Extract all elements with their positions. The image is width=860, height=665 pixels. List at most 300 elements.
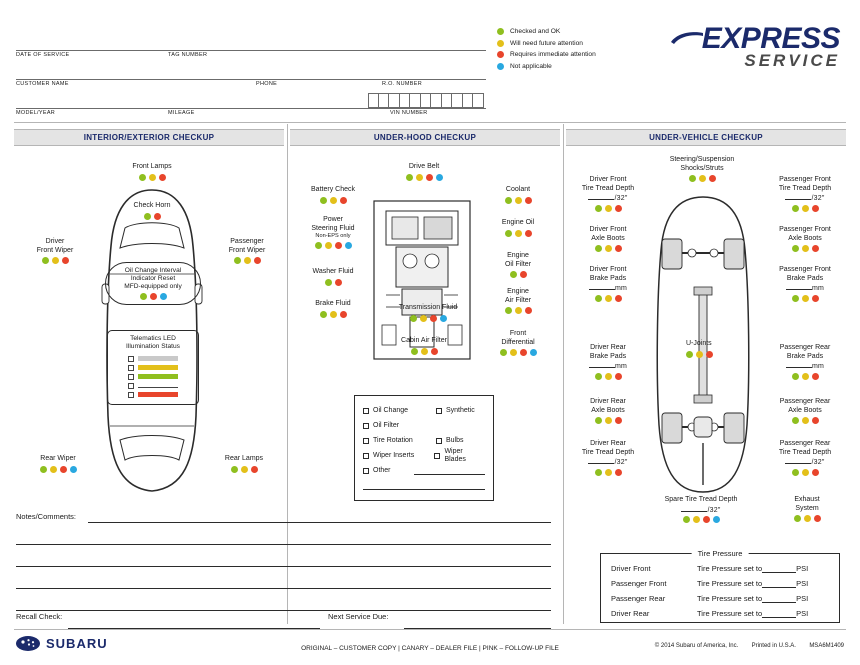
dot-red[interactable] [159, 174, 166, 181]
telematics-checkbox[interactable] [128, 383, 134, 389]
dot-red[interactable] [812, 205, 819, 212]
tire-pressure-unit: PSI [796, 579, 809, 588]
rear-wiper-item[interactable] [22, 455, 94, 473]
dot-green[interactable] [792, 373, 799, 380]
driver-front-axle-dots[interactable] [570, 245, 646, 252]
measure-blank[interactable] [786, 283, 812, 290]
telematics-label-1: Telematics LED [130, 335, 176, 342]
driver-front-brake-pads-item[interactable] [570, 266, 646, 302]
dot-yellow[interactable] [605, 373, 612, 380]
dot-blue[interactable] [345, 242, 352, 249]
dot-red[interactable] [615, 245, 622, 252]
telematics-status-rows[interactable] [112, 354, 194, 399]
passenger-rear-tread-dots[interactable] [762, 469, 848, 476]
dot-blue[interactable] [436, 174, 443, 181]
dot-green[interactable] [792, 205, 799, 212]
dot-red[interactable] [254, 257, 261, 264]
dot-yellow[interactable] [605, 295, 612, 302]
other-write-in-line[interactable] [414, 467, 485, 475]
transmission-fluid-item[interactable] [380, 304, 476, 322]
dot-red[interactable] [525, 197, 532, 204]
dot-yellow[interactable] [699, 175, 706, 182]
exhaust-label-1: Exhaust [794, 496, 820, 503]
dot-red[interactable] [812, 417, 819, 424]
oil-change-label-1: Oil Change Interval [124, 267, 182, 274]
telematics-row-3[interactable] [112, 372, 194, 381]
dot-yellow[interactable] [330, 197, 337, 204]
label-model-year: MODEL/YEAR [16, 110, 58, 117]
dot-red[interactable] [520, 271, 527, 278]
passenger-rear-tread-item[interactable] [762, 440, 848, 476]
column-header-undervehicle: UNDER-VEHICLE CHECKUP [566, 129, 846, 146]
dot-red[interactable] [615, 469, 622, 476]
driver-rear-brake-measure[interactable] [570, 361, 646, 372]
dot-green[interactable] [595, 245, 602, 252]
dot-red[interactable] [615, 295, 622, 302]
passenger-rear-axle-dots[interactable] [762, 417, 848, 424]
dot-red[interactable] [615, 205, 622, 212]
battery-check-dots[interactable] [293, 197, 373, 204]
other-write-in-line-2[interactable] [363, 482, 485, 490]
dot-red[interactable] [814, 515, 821, 522]
dot-green[interactable] [505, 197, 512, 204]
passenger-front-axle-dots[interactable] [762, 245, 848, 252]
front-differential-item[interactable] [482, 330, 554, 356]
battery-check-label: Battery Check [311, 186, 355, 193]
measure-blank[interactable] [785, 193, 811, 200]
tire-pressure-unit: PSI [796, 609, 809, 618]
passenger-rear-brake-measure[interactable] [762, 361, 848, 372]
front-differential-dots[interactable] [482, 349, 554, 356]
tire-pressure-value-blank[interactable] [762, 595, 796, 603]
passenger-front-brake-pads-item[interactable] [762, 266, 848, 302]
column-header-underhood: UNDER-HOOD CHECKUP [290, 129, 560, 146]
measure-blank[interactable] [589, 283, 615, 290]
driver-front-brake-label-1: Driver Front [589, 266, 627, 273]
footer-printed: Printed in U.S.A. [751, 643, 796, 649]
dot-yellow[interactable] [50, 466, 57, 473]
front-differential-label-2: Differential [501, 338, 535, 346]
label-ro-number: R.O. NUMBER [382, 81, 425, 88]
driver-rear-axle-label-1: Driver Rear [590, 398, 626, 405]
measure-blank[interactable] [588, 457, 614, 464]
engine-air-filter-label-2: Air Filter [504, 296, 532, 304]
legend-label-future: Will need future attention [510, 39, 583, 47]
passenger-front-brake-label-1: Passenger Front [779, 266, 831, 273]
checkbox-bulbs[interactable] [436, 438, 442, 444]
spare-tread-measure[interactable] [636, 505, 766, 516]
washer-fluid-dots[interactable] [293, 279, 373, 286]
driver-rear-axle-boots-item[interactable] [570, 398, 646, 424]
driver-front-wiper-dots[interactable] [24, 257, 86, 264]
dot-green[interactable] [139, 174, 146, 181]
dot-yellow[interactable] [330, 311, 337, 318]
steering-label-1: Steering/Suspension [669, 156, 735, 163]
dot-green[interactable] [231, 466, 238, 473]
notes-line-5[interactable] [16, 610, 551, 611]
spare-tread-dots[interactable] [636, 516, 766, 523]
dot-red[interactable] [60, 466, 67, 473]
driver-rear-axle-dots[interactable] [570, 417, 646, 424]
telematics-checkbox[interactable] [128, 392, 134, 398]
drive-belt-item[interactable] [384, 163, 464, 181]
rear-lamps-dots[interactable] [208, 466, 280, 473]
dot-red[interactable] [430, 315, 437, 322]
dot-yellow[interactable] [241, 466, 248, 473]
driver-front-tread-item[interactable] [570, 176, 646, 212]
dot-green[interactable] [40, 466, 47, 473]
passenger-rear-brake-dots[interactable] [762, 373, 848, 380]
dot-yellow[interactable] [696, 351, 703, 358]
footer-copyright: © 2014 Subaru of America, Inc. [654, 643, 739, 649]
telematics-bar-yellow [138, 365, 178, 370]
dot-red[interactable] [709, 175, 716, 182]
dot-green[interactable] [320, 311, 327, 318]
dot-red[interactable] [62, 257, 69, 264]
tire-pressure-value-blank[interactable] [762, 580, 796, 588]
field-underline [16, 50, 486, 51]
dot-green[interactable] [325, 279, 332, 286]
check-horn-item[interactable] [110, 202, 194, 220]
dot-red[interactable] [150, 293, 157, 300]
tire-pressure-row[interactable] [601, 606, 839, 621]
notes-label: Notes/Comments: [16, 512, 77, 521]
dot-yellow[interactable] [52, 257, 59, 264]
passenger-rear-axle-label-2: Axle Boots [788, 406, 822, 414]
measure-blank[interactable] [785, 457, 811, 464]
checkbox-label-wiper-inserts: Wiper Inserts [373, 451, 415, 459]
dot-blue[interactable] [70, 466, 77, 473]
notes-line-4[interactable] [16, 588, 551, 589]
dot-yellow[interactable] [802, 373, 809, 380]
passenger-front-wiper-dots[interactable] [212, 257, 282, 264]
driver-front-wiper-item[interactable] [24, 238, 86, 264]
driver-front-tread-dots[interactable] [570, 205, 646, 212]
dot-yellow[interactable] [693, 516, 700, 523]
oil-change-interval-item[interactable] [105, 262, 201, 305]
u-joints-label: U-Joints [686, 340, 712, 347]
steering-suspension-item[interactable] [645, 156, 759, 182]
checkbox-synthetic[interactable] [436, 408, 442, 414]
dot-green[interactable] [315, 242, 322, 249]
dot-green[interactable] [406, 174, 413, 181]
telematics-row-4[interactable] [112, 381, 194, 390]
measure-blank[interactable] [589, 361, 615, 368]
dot-yellow[interactable] [605, 245, 612, 252]
dot-yellow[interactable] [421, 348, 428, 355]
dot-green[interactable] [320, 197, 327, 204]
checkbox-oil-filter[interactable] [363, 423, 369, 429]
driver-front-tread-measure[interactable] [570, 193, 646, 204]
dot-blue[interactable] [440, 315, 447, 322]
tread-unit: /32" [707, 506, 721, 514]
cabin-air-filter-item[interactable] [380, 337, 468, 355]
dot-yellow[interactable] [420, 315, 427, 322]
dot-green[interactable] [792, 469, 799, 476]
dot-red[interactable] [251, 466, 258, 473]
dot-red[interactable] [335, 279, 342, 286]
engine-oil-label: Engine Oil [501, 219, 535, 226]
checkbox-row-oil-filter[interactable] [363, 418, 485, 433]
dot-yellow[interactable] [325, 242, 332, 249]
tire-pressure-row[interactable] [601, 561, 839, 576]
drive-belt-label: Drive Belt [408, 163, 440, 170]
engine-oil-filter-dots[interactable] [482, 271, 554, 278]
checkbox-label-oil-filter: Oil Filter [373, 421, 400, 429]
driver-rear-tread-dots[interactable] [570, 469, 646, 476]
dot-yellow[interactable] [802, 245, 809, 252]
cabin-air-filter-label: Cabin Air Filter [401, 337, 447, 344]
u-joints-dots[interactable] [686, 351, 746, 358]
tire-pressure-text: Tire Pressure set to [697, 594, 763, 603]
oil-change-dots[interactable] [109, 293, 197, 300]
label-customer-name: CUSTOMER NAME [16, 81, 72, 88]
dot-yellow[interactable] [605, 469, 612, 476]
passenger-front-tread-dots[interactable] [762, 205, 848, 212]
dot-red[interactable] [812, 373, 819, 380]
engine-air-filter-dots[interactable] [482, 307, 554, 314]
dot-red[interactable] [525, 307, 532, 314]
dot-yellow[interactable] [244, 257, 251, 264]
dot-red[interactable] [812, 469, 819, 476]
dot-red[interactable] [335, 242, 342, 249]
dot-green[interactable] [140, 293, 147, 300]
passenger-front-wiper-label-2: Front Wiper [228, 246, 266, 254]
passenger-front-axle-boots-item[interactable] [762, 226, 848, 252]
driver-rear-tread-label-2: Tire Tread Depth [581, 448, 635, 456]
driver-front-brake-measure[interactable] [570, 283, 646, 294]
dot-yellow[interactable] [416, 174, 423, 181]
washer-fluid-item[interactable] [293, 268, 373, 286]
driver-front-axle-boots-item[interactable] [570, 226, 646, 252]
measure-blank[interactable] [681, 505, 707, 512]
tire-pressure-position: Passenger Rear [611, 594, 666, 603]
checkbox-label-wiper-blades: Wiper Blades [444, 447, 466, 463]
dot-red[interactable] [340, 197, 347, 204]
dot-yellow[interactable] [510, 349, 517, 356]
dot-green[interactable] [234, 257, 241, 264]
checkbox-row-other[interactable] [363, 463, 485, 478]
dot-red[interactable] [426, 174, 433, 181]
u-joints-item[interactable] [686, 340, 746, 358]
tire-pressure-row[interactable] [601, 591, 839, 606]
checkbox-wiper-blades[interactable] [434, 453, 440, 459]
cabin-air-filter-dots[interactable] [380, 348, 468, 355]
telematics-checkbox[interactable] [128, 374, 134, 380]
rear-wiper-label: Rear Wiper [40, 455, 76, 462]
rear-lamps-label: Rear Lamps [224, 455, 264, 462]
spare-tire-tread-item[interactable] [636, 496, 766, 523]
dot-yellow[interactable] [802, 205, 809, 212]
engine-air-filter-item[interactable] [482, 288, 554, 314]
next-service-blank[interactable] [404, 620, 551, 629]
dot-green[interactable] [595, 417, 602, 424]
dot-blue[interactable] [530, 349, 537, 356]
telematics-bar-red [138, 392, 178, 397]
front-lamps-dots[interactable] [104, 174, 200, 181]
checkbox-tire-rotation[interactable] [363, 438, 369, 444]
telematics-checkbox[interactable] [128, 356, 134, 362]
measure-blank[interactable] [786, 361, 812, 368]
front-differential-label-1: Front [509, 330, 527, 337]
recall-check-label: Recall Check: [16, 612, 63, 621]
dot-yellow[interactable] [802, 417, 809, 424]
notes-line-2[interactable] [16, 544, 551, 545]
driver-rear-brake-label-2: Brake Pads [589, 352, 627, 360]
dot-green[interactable] [505, 307, 512, 314]
spare-tread-label: Spare Tire Tread Depth [664, 496, 738, 503]
exhaust-dots[interactable] [772, 515, 842, 522]
dot-green[interactable] [410, 315, 417, 322]
driver-rear-tread-item[interactable] [570, 440, 646, 476]
legend-label-na: Not applicable [510, 62, 552, 70]
steering-dots[interactable] [645, 175, 759, 182]
tire-pressure-panel[interactable] [600, 549, 840, 623]
notes-line-1[interactable] [88, 522, 551, 523]
coolant-item[interactable] [482, 186, 554, 204]
brake-fluid-item[interactable] [293, 300, 373, 318]
dot-green[interactable] [595, 205, 602, 212]
checkbox-row-wiper-inserts[interactable] [363, 448, 485, 463]
dot-yellow[interactable] [515, 307, 522, 314]
dot-yellow[interactable] [802, 469, 809, 476]
tire-pressure-value-blank[interactable] [762, 565, 796, 573]
checkbox-oil-change[interactable] [363, 408, 369, 414]
passenger-front-axle-label-1: Passenger Front [779, 226, 831, 233]
field-row-2 [16, 59, 486, 88]
checkbox-label-synthetic: Synthetic [446, 406, 475, 414]
dot-red[interactable] [703, 516, 710, 523]
telematics-checkbox[interactable] [128, 365, 134, 371]
dot-green[interactable] [42, 257, 49, 264]
dot-red[interactable] [340, 311, 347, 318]
exhaust-system-item[interactable] [772, 496, 842, 522]
checkbox-row-other-extra[interactable] [363, 478, 485, 493]
dot-red[interactable] [615, 373, 622, 380]
telematics-row-1[interactable] [112, 354, 194, 363]
dot-yellow[interactable] [515, 197, 522, 204]
steering-label-2: Shocks/Struts [680, 164, 724, 172]
passenger-front-tread-measure[interactable] [762, 193, 848, 204]
dot-green[interactable] [595, 295, 602, 302]
dot-green[interactable] [144, 213, 151, 220]
dot-red[interactable] [812, 295, 819, 302]
passenger-rear-brake-pads-item[interactable] [762, 344, 848, 380]
dot-green[interactable] [505, 230, 512, 237]
checkbox-row-tire-rotation[interactable] [363, 433, 485, 448]
dot-red[interactable] [615, 417, 622, 424]
rear-wiper-dots[interactable] [22, 466, 94, 473]
checkbox-wiper-inserts[interactable] [363, 453, 369, 459]
check-horn-dots[interactable] [110, 213, 194, 220]
dot-yellow[interactable] [149, 174, 156, 181]
dot-yellow[interactable] [802, 295, 809, 302]
dot-green[interactable] [794, 515, 801, 522]
dot-yellow[interactable] [515, 230, 522, 237]
label-mileage: MILEAGE [168, 110, 198, 117]
coolant-dots[interactable] [482, 197, 554, 204]
passenger-rear-brake-label-1: Passenger Rear [779, 344, 831, 351]
driver-rear-brake-dots[interactable] [570, 373, 646, 380]
dot-green[interactable] [595, 373, 602, 380]
power-steering-dots[interactable] [295, 242, 371, 249]
telematics-led-item[interactable] [107, 330, 199, 405]
dot-green[interactable] [792, 417, 799, 424]
label-date-of-service: DATE OF SERVICE [16, 52, 73, 59]
dot-red[interactable] [154, 213, 161, 220]
checkbox-label-oil-change: Oil Change [373, 406, 409, 414]
dot-yellow[interactable] [605, 417, 612, 424]
dot-yellow[interactable] [605, 205, 612, 212]
passenger-front-brake-dots[interactable] [762, 295, 848, 302]
dot-green[interactable] [683, 516, 690, 523]
notes-line-3[interactable] [16, 566, 551, 567]
power-steering-fluid-item[interactable] [295, 216, 371, 249]
driver-front-brake-dots[interactable] [570, 295, 646, 302]
driver-rear-tread-measure[interactable] [570, 457, 646, 468]
dot-red[interactable] [706, 351, 713, 358]
engine-oil-item[interactable] [482, 219, 554, 237]
dot-red[interactable] [431, 348, 438, 355]
dot-red[interactable] [520, 349, 527, 356]
tread-unit: /32" [614, 459, 628, 466]
recall-check-blank[interactable] [68, 620, 320, 629]
drive-belt-dots[interactable] [384, 174, 464, 181]
passenger-front-wiper-item[interactable] [212, 238, 282, 264]
tire-pressure-title: Tire Pressure [692, 549, 749, 558]
engine-oil-dots[interactable] [482, 230, 554, 237]
rear-lamps-item[interactable] [208, 455, 280, 473]
dot-green[interactable] [686, 351, 693, 358]
oil-change-label-2: Indicator Reset [130, 275, 176, 282]
driver-rear-brake-pads-item[interactable] [570, 344, 646, 380]
brake-fluid-dots[interactable] [293, 311, 373, 318]
telematics-row-5[interactable] [112, 390, 194, 399]
dot-red[interactable] [812, 245, 819, 252]
dot-blue[interactable] [160, 293, 167, 300]
front-lamps-item[interactable] [104, 163, 200, 181]
vin-number-boxes[interactable] [368, 93, 484, 108]
dot-green[interactable] [500, 349, 507, 356]
dot-blue[interactable] [713, 516, 720, 523]
passenger-rear-brake-label-2: Brake Pads [786, 352, 824, 360]
measure-blank[interactable] [588, 193, 614, 200]
tire-pressure-value-blank[interactable] [762, 610, 796, 618]
dot-yellow[interactable] [804, 515, 811, 522]
dot-green[interactable] [689, 175, 696, 182]
passenger-rear-tread-measure[interactable] [762, 457, 848, 468]
engine-oil-filter-item[interactable] [482, 252, 554, 278]
dot-green[interactable] [792, 295, 799, 302]
legend-dot-blue-icon [497, 63, 504, 70]
checkbox-row-oil-change[interactable] [363, 403, 485, 418]
dot-green[interactable] [595, 469, 602, 476]
service-checkbox-panel[interactable] [354, 395, 494, 501]
passenger-front-brake-measure[interactable] [762, 283, 848, 294]
tire-pressure-row[interactable] [601, 576, 839, 591]
dot-green[interactable] [411, 348, 418, 355]
transmission-fluid-dots[interactable] [380, 315, 476, 322]
passenger-rear-axle-boots-item[interactable] [762, 398, 848, 424]
passenger-front-brake-label-2: Brake Pads [786, 274, 824, 282]
passenger-front-tread-item[interactable] [762, 176, 848, 212]
checkbox-other[interactable] [363, 468, 369, 474]
telematics-row-2[interactable] [112, 363, 194, 372]
dot-red[interactable] [525, 230, 532, 237]
dot-green[interactable] [792, 245, 799, 252]
battery-check-item[interactable] [293, 186, 373, 204]
dot-green[interactable] [510, 271, 517, 278]
